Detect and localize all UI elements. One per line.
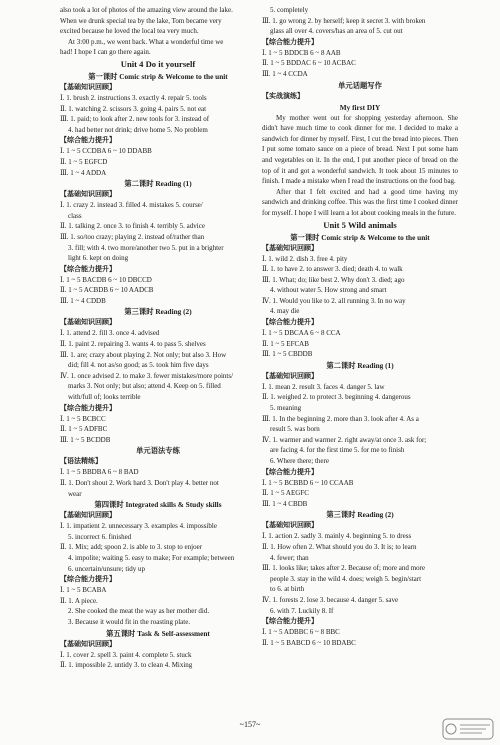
lesson-title: 第四课时 Integrated skills & Study skills	[94, 500, 222, 510]
answer-line: Ⅰ. 1. wild 2. dish 3. free 4. pity	[262, 254, 348, 263]
section-heading: My first DIY	[339, 102, 381, 112]
answer-line: Ⅱ. 1 ~ 5 EFCAB	[262, 339, 309, 348]
answer-line: Ⅰ. 1. attend 2. fill 3. once 4. advised	[60, 329, 160, 338]
answer-line: Ⅰ. 1 ~ 5 BACDB 6 ~ 10 DBCCD	[60, 275, 152, 284]
answer-line: Ⅳ. 1. forests 2. lose 3. because 4. danger 5. save	[262, 595, 399, 604]
section-label: 【综合能力提升】	[262, 467, 318, 476]
answer-line: Ⅱ. 1. Mix; add; spoon 2. is able to 3. stop to enjoer	[60, 543, 203, 552]
lesson-title: 第二课时 Reading (1)	[326, 360, 394, 370]
answer-line: Ⅱ. 1 ~ 5 AEGFC	[262, 489, 309, 498]
answer-line: Ⅲ. 1 ~ 5 CBDDB	[262, 350, 313, 359]
answer-line: Ⅲ. 1 ~ 4 CDDB	[60, 296, 106, 305]
right-column	[262, 5, 458, 648]
answer-line: Ⅰ. 1. brush 2. instructions 3. exactly 4. repair 5. tools	[60, 93, 207, 102]
section-label: 【综合能力提升】	[60, 403, 116, 412]
answer-line: Ⅲ. 1 ~ 5 BCDDB	[60, 435, 111, 444]
lesson-title: 第三课时 Reading (2)	[124, 307, 192, 317]
section-label: 【基础知识回顾】	[60, 82, 116, 91]
answer-line: Ⅱ. 1 ~ 5 ACBDB 6 ~ 10 AADCB	[60, 286, 154, 295]
answer-line: Ⅱ. 1. A piece.	[60, 596, 98, 605]
section-label: 【实战演练】	[262, 91, 304, 100]
answer-line: Ⅱ. 1 ~ 5 ADFBC	[60, 425, 108, 434]
answer-line: Ⅳ. 1. Would you like to 2. all running 3. In no way	[262, 296, 406, 305]
answer-line: 5. meaning	[270, 404, 302, 413]
section-label: 【综合能力提升】	[60, 136, 116, 145]
watermark-logo	[442, 718, 494, 740]
answer-line: Ⅰ. 1 ~ 5 BCABA	[60, 586, 107, 595]
answer-line: 4. had better not drink; drive home 5. No problem	[68, 125, 208, 134]
answer-line: Ⅳ. 1. warmer and warmer 2. right away/at once 3. ask for;	[262, 435, 427, 444]
answer-line: Ⅲ. 1. In the beginning 2. more than 3. look after 4. As a	[262, 414, 419, 423]
answer-line: class	[68, 211, 82, 220]
answer-line: Ⅰ. 1. mean 2. result 3. faces 4. danger 5. law	[262, 382, 385, 391]
section-heading: 单元语法专练	[136, 446, 180, 456]
answer-line: Ⅲ. 1. are; crazy about playing 2. Not only; but also 3. How	[60, 350, 227, 359]
answer-line: result 5. was born	[270, 425, 320, 434]
answer-line: Ⅱ. 1. impossible 2. untidy 3. to clean 4. Mixing	[60, 661, 193, 670]
answer-line: Ⅰ. 1. impatient 2. unnecessary 3. examples 4. impossible	[60, 522, 217, 531]
section-label: 【基础知识回顾】	[262, 521, 318, 530]
answer-line: to 6. at birth	[270, 585, 305, 594]
answer-line: Ⅳ. 1. once advised 2. to make 3. fewer mistakes/more points/	[60, 371, 234, 380]
answer-line: 3. fill; with 4. two more/another two 5. put in a brighter	[68, 243, 224, 252]
answer-line: Ⅰ. 1 ~ 5 ADBBC 6 ~ 8 BBC	[262, 628, 340, 637]
answer-line: 2. She cooked the meat the way as her mother did.	[68, 607, 210, 616]
answer-line: 6. Where there; there	[270, 457, 329, 465]
answer-line: Ⅰ. 1. action 2. sadly 3. mainly 4. beginning 5. to dress	[262, 532, 412, 541]
answer-line: wear	[68, 489, 82, 498]
answer-line: Ⅲ. 1. looks like; takes after 2. Because of; more and more	[262, 564, 426, 573]
section-label: 【语法精练】	[60, 457, 102, 466]
section-label: 【基础知识回顾】	[60, 639, 116, 648]
answer-line: Ⅰ. 1 ~ 5 CCDBA 6 ~ 10 DDABB	[60, 147, 152, 156]
answer-line: 5. completely	[270, 6, 309, 14]
answer-line: also took a lot of photos of the amazing view around the lake.	[60, 6, 233, 14]
section-label: 【基础知识回顾】	[262, 371, 318, 380]
answer-line: did; fill 4. not as/so good; as 5. took him five days	[68, 361, 209, 370]
answer-line: Ⅰ. 1 ~ 5 BDDCB 6 ~ 8 AAB	[262, 48, 341, 57]
section-label: 【综合能力提升】	[60, 575, 116, 584]
answer-line: Ⅱ. 1. Don't shout 2. Work hard 3. Don't play 4. better not	[60, 479, 219, 487]
lesson-title: 第一课时 Comic strip & Welcome to the unit	[290, 232, 430, 242]
section-label: 【基础知识回顾】	[262, 243, 318, 252]
answer-line: Ⅱ. 1 ~ 5 BDDAC 6 ~ 10 ACBAC	[262, 59, 356, 68]
lesson-title: 第三课时 Reading (2)	[326, 510, 394, 520]
lesson-title: 第一课时 Comic strip & Welcome to the unit	[88, 71, 228, 81]
answer-line: 6. uncertain/unsure; tidy up	[68, 564, 145, 573]
answer-line: Ⅱ. 1. How often 2. What should you do 3. It is; to learn	[262, 542, 417, 551]
section-label: 【基础知识回顾】	[60, 511, 116, 520]
section-label: 【综合能力提升】	[262, 318, 318, 327]
answer-line: Ⅱ. 1. paint 2. repairing 3. wants 4. to pass 5. shelves	[60, 340, 206, 349]
answer-line: Ⅲ. 1 ~ 4 CCDA	[262, 69, 308, 78]
answer-line: with/full of; looks terrible	[68, 393, 141, 402]
answer-line: Ⅰ. 1. crazy 2. instead 3. filled 4. mistakes 5. course/	[60, 201, 203, 210]
answer-line: Ⅲ. 1 ~ 4 ADDA	[60, 168, 107, 177]
answer-line: Ⅱ. 1 ~ 5 BABCD 6 ~ 10 BDABC	[262, 638, 356, 647]
left-column	[60, 5, 256, 671]
answer-line: 4. impolite; waiting 5. easy to make; For example; between	[68, 553, 235, 562]
essay-paragraph: My mother went out for shopping yesterday afternoon. She didn't have much time to cook dinner for me. I decided to make a sandwich for dinner by myself. First, I cut the bread into pieces. Then I put some tomato sauce on a piece of bread. Next I put some ham and vegetables on it. In the end, I put another piece of bread on the top of it and got a wonderful sandwich. It took about 15 minutes to finish. I made a mistake when I read the instructions on the food bag.	[262, 113, 458, 186]
answer-line: When we drunk special tea by the lake, Tom became very	[60, 16, 222, 25]
answer-line: light 6. kept on doing	[68, 254, 129, 263]
answer-line: are facing 4. for the first time 5. for me to finish	[270, 446, 405, 455]
answer-line: people 3. stay in the wild 4. does; weigh 5. begin/start	[270, 574, 422, 583]
answer-line: Ⅱ. 1. weighed 2. to protect 3. beginning 4. dangerous	[262, 393, 411, 402]
answer-line: 4. without water 5. How strong and smart	[270, 286, 387, 295]
answer-line: excited because he loved the local tea very much.	[60, 27, 199, 36]
answer-line: Ⅰ. 1 ~ 5 BBDBA 6 ~ 8 BAD	[60, 468, 139, 477]
unit-title: Unit 5 Wild animals	[323, 219, 397, 230]
answer-line: Ⅲ. 1 ~ 4 CBDB	[262, 499, 308, 508]
answer-line: 6. with 7. Luckily 8. If	[270, 606, 334, 615]
answer-line: Ⅲ. 1. so/too crazy; playing 2. instead of/rather than	[60, 232, 205, 241]
lesson-title: 第二课时 Reading (1)	[124, 179, 192, 189]
answer-line: Ⅰ. 1 ~ 5 BCBBD 6 ~ 10 CCAAB	[262, 478, 354, 487]
answer-line: Ⅰ. 1 ~ 5 BCBCC	[60, 414, 106, 423]
unit-title: Unit 4 Do it yourself	[120, 58, 196, 69]
answer-line: had! I hope I can go there again.	[60, 48, 151, 57]
answer-line: 5. incorrect 6. finished	[68, 532, 132, 541]
answer-line: Ⅱ. 1 ~ 5 EGFCD	[60, 157, 108, 166]
answer-line: 4. fewer; than	[270, 553, 309, 562]
answer-line: Ⅱ. 1. to have 2. to answer 3. died; death 4. to walk	[262, 265, 403, 274]
section-label: 【基础知识回顾】	[60, 318, 116, 327]
lesson-title: 第五课时 Task & Self-assessment	[106, 628, 210, 638]
answer-line: glass all over 4. covers/has an area of 5. cut out	[270, 27, 403, 36]
section-label: 【基础知识回顾】	[60, 190, 116, 199]
section-label: 【综合能力提升】	[262, 37, 318, 46]
answer-line: Ⅱ. 1. talking 2. once 3. to finish 4. terribly 5. advice	[60, 222, 205, 231]
section-label: 【综合能力提升】	[60, 264, 116, 273]
page-number: ~157~	[239, 720, 261, 729]
answer-line: Ⅰ. 1 ~ 5 DBCAA 6 ~ 8 CCA	[262, 329, 341, 338]
answer-line: At 3:00 p.m., we went back. What a wonderful time we	[68, 37, 224, 46]
section-heading: 单元话题写作	[338, 80, 382, 90]
answer-line: Ⅱ. 1. watching 2. scissors 3. going 4. pairs 5. not eat	[60, 104, 207, 113]
answer-line: 3. Because it would fit in the roasting plate.	[68, 617, 191, 626]
answer-line: Ⅰ. 1. cover 2. spell 3. paint 4. complete 5. stuck	[60, 650, 192, 659]
answer-line: 4. may die	[270, 307, 300, 316]
answer-line: Ⅲ. 1. go wrong 2. by herself; keep it secret 3. with broken	[262, 16, 426, 25]
answer-line: marks 3. Not only; but also; attend 4. Keep on 5. filled	[68, 382, 221, 391]
answer-line: Ⅲ. 1. What; do; like best 2. Why don't 3. died; ago	[262, 275, 405, 284]
section-label: 【综合能力提升】	[262, 617, 318, 626]
answer-line: Ⅲ. 1. paid; to look after 2. new tools for 3. instead of	[60, 115, 210, 124]
essay-paragraph: After that I felt excited and had a good time having my sandwich and drinking coffee. This was the first time I cooked dinner for myself. I hope I will learn a lot about cooking meals in the future.	[262, 187, 458, 217]
